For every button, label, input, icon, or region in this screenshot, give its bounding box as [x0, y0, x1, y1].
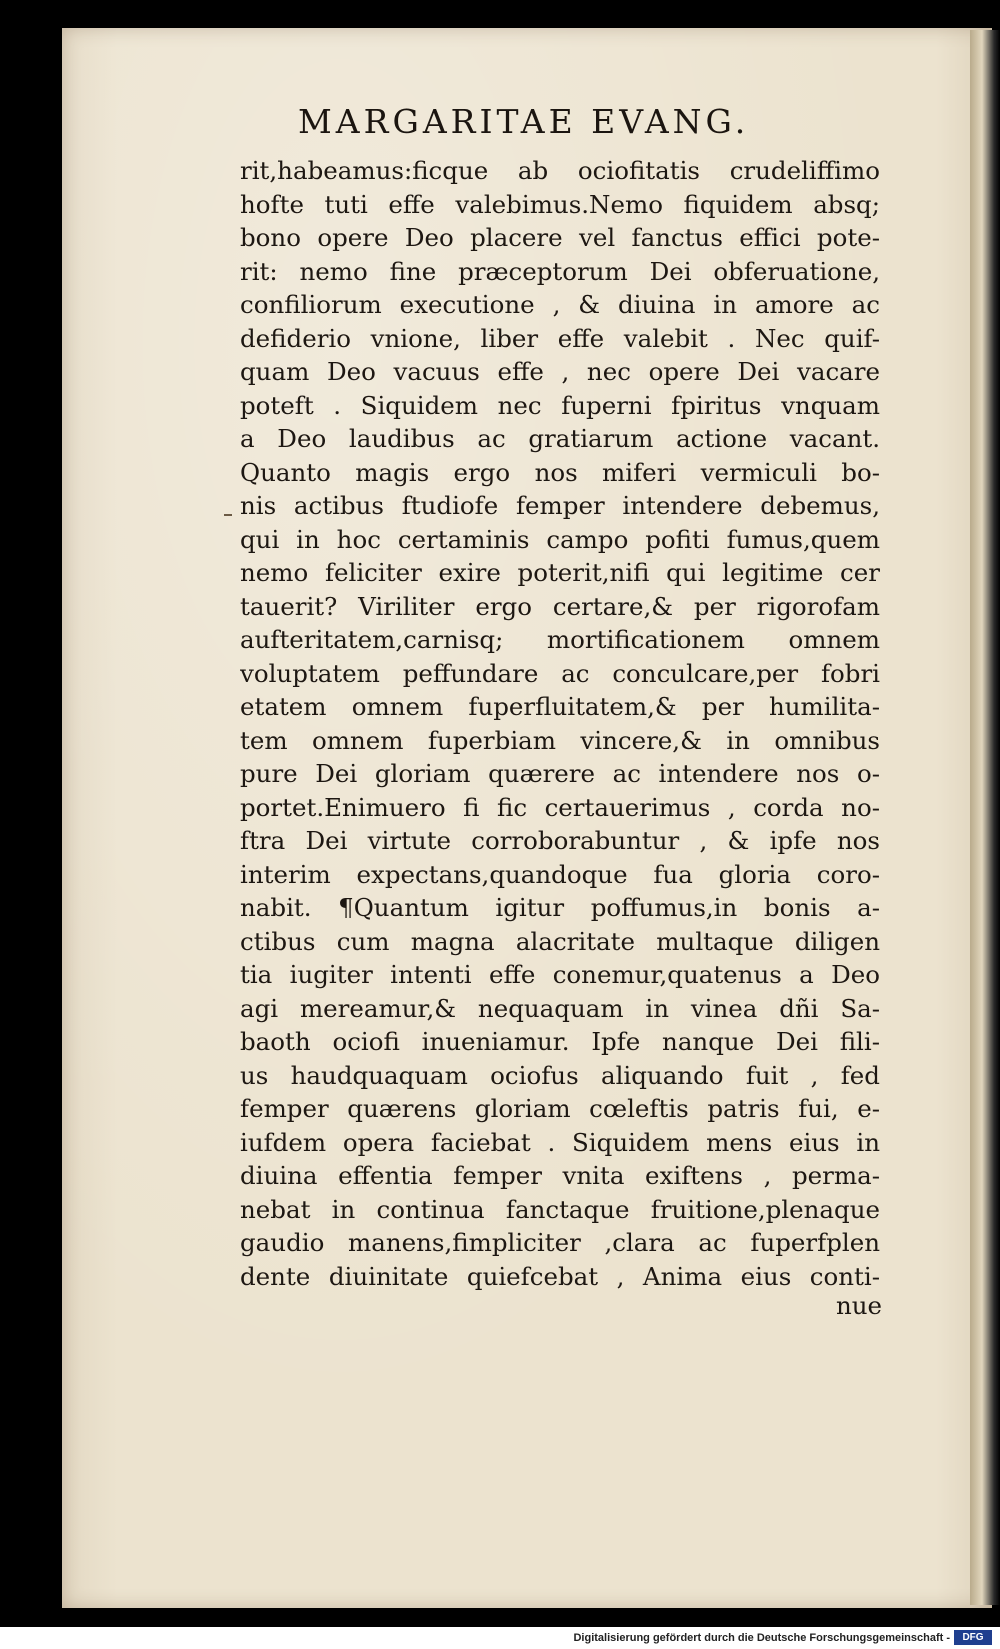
text-line: tauerit? Viriliter ergo certare,& per rigorofam	[240, 591, 880, 621]
text-line: Quanto magis ergo nos miferi vermiculi bo-	[240, 457, 880, 487]
text-line: voluptatem peffundare ac conculcare,per fobri	[240, 658, 880, 688]
text-line: quam Deo vacuus effe , nec opere Dei vacare	[240, 357, 880, 386]
text-line: defiderio vnione, liber effe valebit . Nec quif-	[240, 323, 880, 353]
text-line: bono opere Deo placere vel fanctus effici pote-	[240, 223, 880, 252]
text-line: iufdem opera faciebat . Siquidem mens eius in	[240, 1127, 880, 1157]
text-line: qui in hoc certaminis campo pofiti fumus,quem	[240, 524, 880, 554]
text-line: gaudio manens,fimpliciter ,clara ac fuperfplen	[240, 1228, 880, 1257]
text-line: agi mereamur,& nequaquam in vinea dñi Sa-	[240, 993, 880, 1023]
text-line: nemo feliciter exire poterit,nifi qui legitime cer	[240, 558, 880, 587]
text-line: us haudquaquam ociofus aliquando fuit , fed	[240, 1060, 880, 1090]
text-line: poteft . Siquidem nec fuperni fpiritus vnquam	[240, 390, 880, 420]
text-line: ftra Dei virtute corroborabuntur , & ipfe nos	[240, 826, 880, 855]
footer-bar	[0, 1627, 1000, 1649]
text-line: rit: nemo fine præceptorum Dei obferuatione,	[240, 256, 880, 286]
text-line: femper quærens gloriam cœleftis patris fui, e-	[240, 1094, 880, 1123]
text-line: diuina effentia femper vnita exiftens , perma-	[240, 1161, 880, 1190]
text-line: rit,habeamus:ficque ab ociofitatis crudeliffimo	[240, 156, 880, 185]
text-line: nebat in continua fanctaque fruitione,plenaque	[240, 1194, 880, 1224]
text-line: nis actibus ftudiofe femper intendere debemus,	[240, 491, 880, 520]
text-line: tia iugiter intenti effe conemur,quatenus a Deo	[240, 960, 880, 989]
text-line: hofte tuti effe valebimus.Nemo fiquidem absq;	[240, 189, 880, 219]
dfg-logo-icon: DFG	[954, 1630, 992, 1645]
text-line: baoth ociofi inueniamur. Ipfe nanque Dei fili-	[240, 1027, 880, 1056]
margin-mark	[224, 514, 232, 516]
text-line: aufteritatem,carnisq; mortificationem omnem	[240, 625, 880, 654]
text-line: ctibus cum magna alacritate multaque diligen	[240, 926, 880, 956]
footer-credit: Digitalisierung gefördert durch die Deutsche Forschungsgemeinschaft -	[573, 1632, 950, 1644]
text-line: a Deo laudibus ac gratiarum actione vacant.	[240, 424, 880, 453]
text-line: pure Dei gloriam quærere ac intendere nos o-	[240, 759, 880, 788]
text-line: portet.Enimuero fi fic certauerimus , corda no-	[240, 792, 880, 822]
text-line: dente diuinitate quiefcebat , Anima eius conti-	[240, 1261, 880, 1291]
catchword: nue	[835, 1291, 882, 1320]
body-text	[240, 154, 880, 1293]
text-line: confiliorum executione , & diuina in amore ac	[240, 290, 880, 319]
text-line: etatem omnem fuperfluitatem,& per humilita-	[240, 692, 880, 721]
text-line: nabit. ¶Quantum igitur poffumus,in bonis a-	[240, 893, 880, 922]
running-head: MARGARITAE EVANG.	[298, 102, 750, 141]
text-line: tem omnem fuperbiam vincere,& in omnibus	[240, 725, 880, 755]
text-line: interim expectans,quandoque fua gloria coro-	[240, 859, 880, 889]
page-edge	[970, 30, 1000, 1605]
